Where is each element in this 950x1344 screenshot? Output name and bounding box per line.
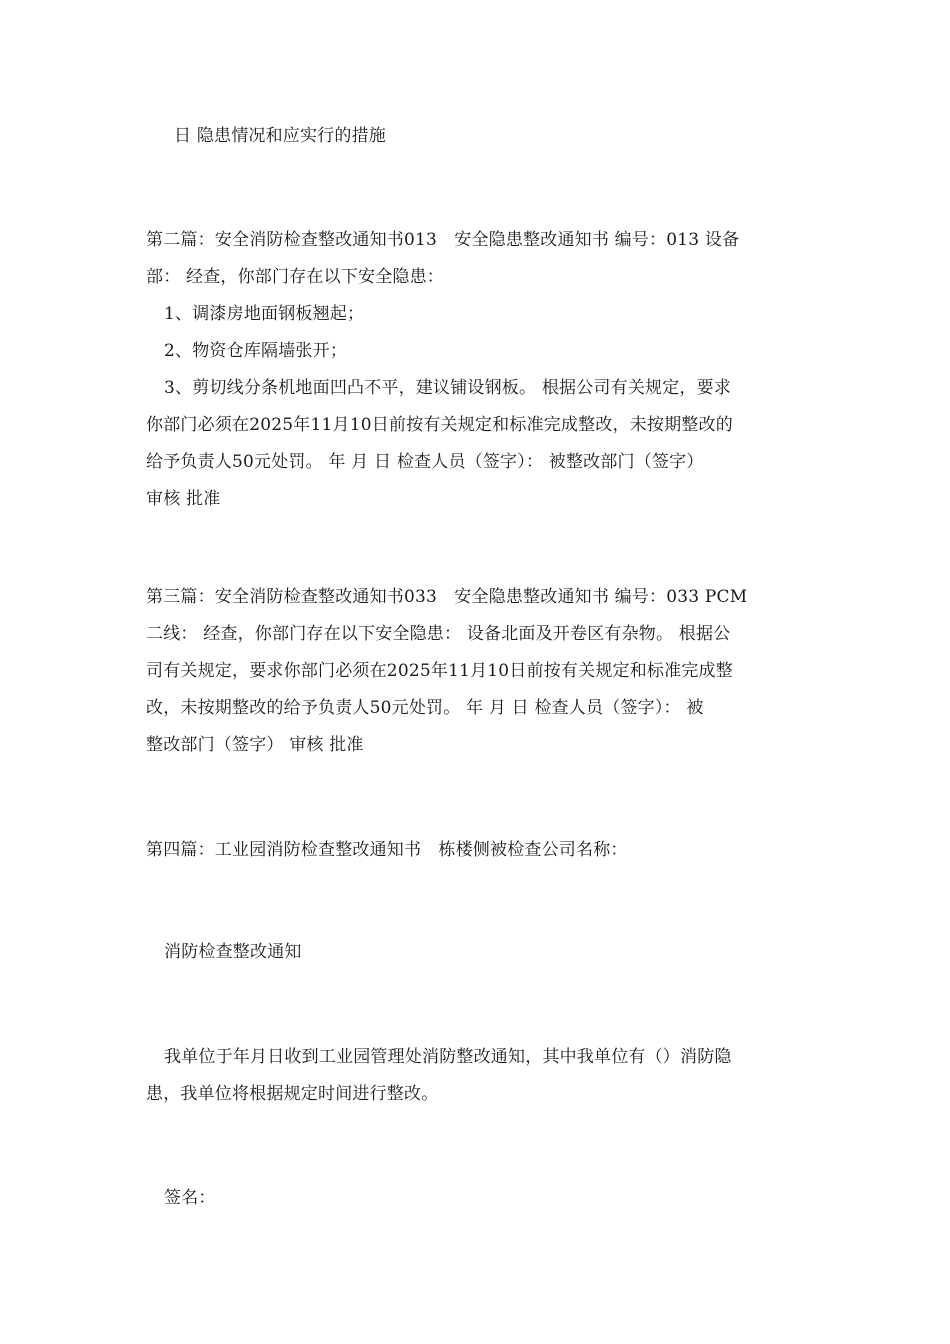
section2-item-1: 1、调漆房地面钢板翘起； (164, 304, 365, 324)
section4-heading: 第四篇：工业园消防检查整改通知书 栋楼侧被检查公司名称： (146, 840, 628, 860)
section3-line-1: 第三篇：安全消防检查整改通知书033 安全隐患整改通知书 编号：033 PCM (146, 587, 748, 607)
notice-body-line-2: 患，我单位将根据规定时间进行整改。 (146, 1084, 439, 1104)
section2-line-6: 你部门必须在2025年11月10日前按有关规定和标准完成整改，未按期整改的 (146, 415, 733, 435)
section2-line-2: 部： 经查，你部门存在以下安全隐患： (146, 267, 445, 287)
section2-item-3: 3、剪切线分条机地面凹凸不平，建议铺设钢板。 根据公司有关规定，要求 (164, 378, 732, 398)
section2-item-2: 2、物资仓库隔墙张开； (164, 341, 348, 361)
section3-line-2: 二线： 经查，你部门存在以下安全隐患： 设备北面及开卷区有杂物。 根据公 (146, 624, 731, 644)
section3-line-4: 改，未按期整改的给予负责人50元处罚。 年 月 日 检查人员（签字）： 被 (146, 698, 704, 718)
section3-line-5: 整改部门（签字） 审核 批准 (146, 735, 364, 755)
notice-title: 消防检查整改通知 (164, 942, 302, 962)
section3-line-3: 司有关规定，要求你部门必须在2025年11月10日前按有关规定和标准完成整 (146, 661, 733, 681)
section2-line-1: 第二篇：安全消防检查整改通知书013 安全隐患整改通知书 编号：013 设备 (146, 230, 740, 250)
signature-label: 签名： (164, 1188, 216, 1208)
notice-body-line-1: 我单位于年月日收到工业园管理处消防整改通知，其中我单位有（）消防隐 (164, 1047, 732, 1067)
section2-line-7: 给予负责人50元处罚。 年 月 日 检查人员（签字）： 被整改部门（签字） (146, 452, 704, 472)
intro-line: 日 隐患情况和应实行的措施 (174, 126, 387, 146)
section2-line-8: 审核 批准 (146, 489, 221, 509)
